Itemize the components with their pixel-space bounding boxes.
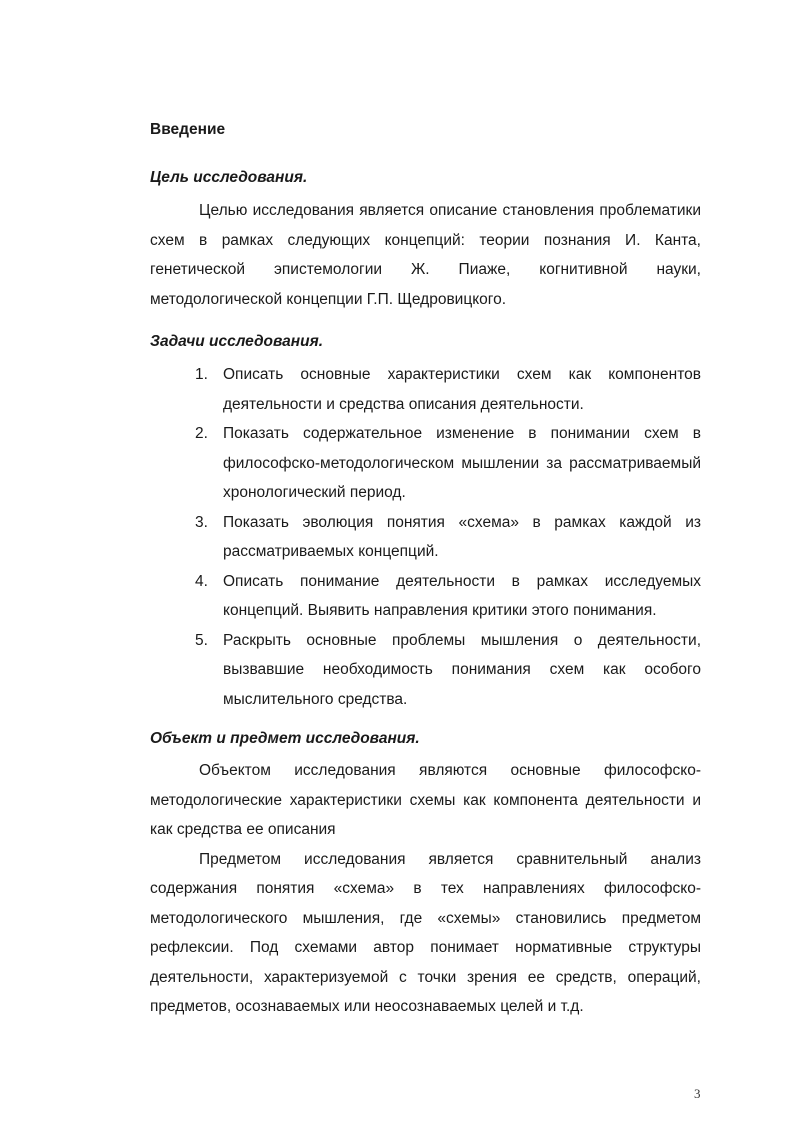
task-item-2 bbox=[195, 419, 701, 508]
goal-heading: Цель исследования. bbox=[150, 169, 308, 186]
page-number: 3 bbox=[694, 1086, 701, 1101]
object-paragraph: Объектом исследования являются основные философско-методологические характеристики схемы как компонента деятельности и как средства ее описания bbox=[150, 762, 701, 838]
task-text-2: Показать содержательное изменение в понимании схем в философско-методологическом мышлении за рассматриваемый хронологический период. bbox=[223, 425, 701, 501]
task-item-4 bbox=[195, 567, 701, 626]
task-number-2: 2. bbox=[195, 425, 208, 442]
task-text-1: Описать основные характеристики схем как компонентов деятельности и средства описания деятельности. bbox=[223, 366, 701, 413]
intro-heading: Введение bbox=[150, 121, 226, 138]
task-item-3 bbox=[195, 508, 701, 567]
object-section bbox=[150, 756, 701, 1022]
task-item-1 bbox=[195, 360, 701, 419]
task-text-4: Описать понимание деятельности в рамках исследуемых концепций. Выявить направления критики этого понимания. bbox=[223, 572, 701, 619]
goal-section bbox=[150, 196, 701, 314]
tasks-list bbox=[195, 360, 701, 714]
task-number-4: 4. bbox=[195, 572, 208, 590]
goal-paragraph: Целью исследования является описание становления проблематики схем в рамках следующих концепций: теории познания И. Канта, генетической эпистемологии Ж. Пиаже, когнитивной науки, методологической концепции Г.П. Щедровицкого. bbox=[150, 202, 701, 308]
task-number-5: 5. bbox=[195, 631, 208, 649]
task-text-5: Раскрыть основные проблемы мышления о деятельности, вызвавшие необходимость понимания схем как особого мыслительного средства. bbox=[223, 631, 701, 708]
object-heading: Объект и предмет исследования. bbox=[150, 730, 420, 747]
task-number-1: 1. bbox=[195, 366, 208, 383]
task-item-5 bbox=[195, 626, 701, 715]
tasks-heading: Задачи исследования. bbox=[150, 333, 324, 350]
subject-paragraph: Предметом исследования является сравнительный анализ содержания понятия «схема» в тех направлениях философско-методологического мышления, где «схемы» становились предметом рефлексии. Под схемами автор понимает нормативные структуры деятельности, характеризуемой с точки зрения ее средств, операций, предметов, осознаваемых или неосознаваемых целей и т.д. bbox=[150, 850, 701, 1015]
task-text-3: Показать эволюция понятия «схема» в рамках каждой из рассматриваемых концепций. bbox=[223, 513, 701, 560]
task-number-3: 3. bbox=[195, 513, 208, 531]
